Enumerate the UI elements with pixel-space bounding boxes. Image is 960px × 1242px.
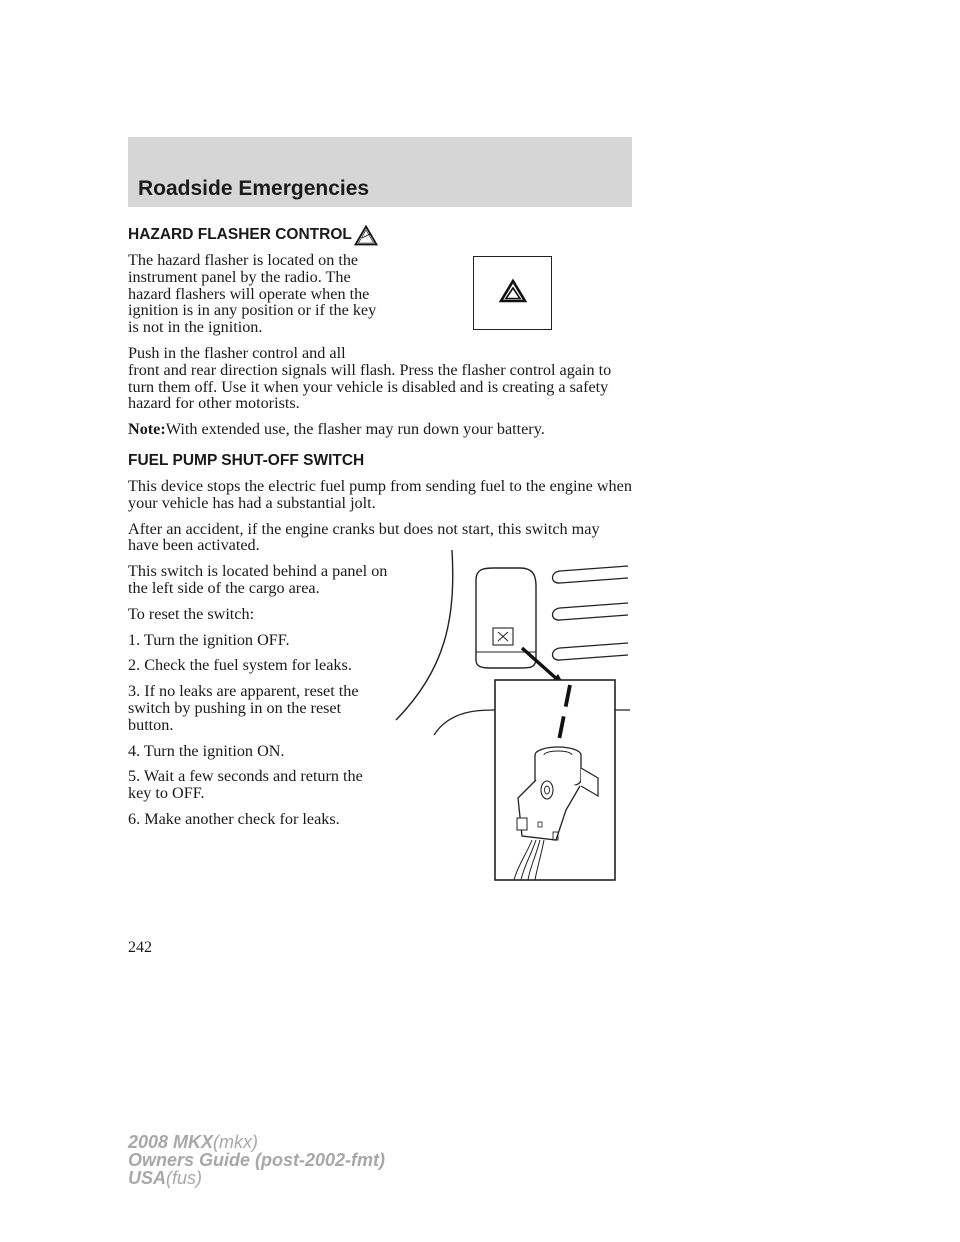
footer-model: 2008 MKX <box>128 1132 214 1152</box>
reset-step: 1. Turn the ignition OFF. <box>128 630 290 649</box>
hazard-paragraph-operation <box>128 345 633 412</box>
fuel-pump-switch-illustration <box>390 540 635 890</box>
hazard-note <box>128 421 633 438</box>
hazard-heading <box>128 223 633 244</box>
footer-guide: Owners Guide (post-2002-fmt) <box>128 1150 386 1170</box>
note-text: With extended use, the flasher may run down your battery. <box>165 420 545 439</box>
section-header-band <box>128 137 632 207</box>
reset-step: 2. Check the fuel system for leaks. <box>128 656 352 675</box>
hazard-heading-text: HAZARD FLASHER CONTROL <box>128 226 352 243</box>
reset-step: 5. Wait a few seconds and return the key to OFF. <box>128 767 363 803</box>
reset-step: 6. Make another check for leaks. <box>128 809 340 828</box>
warning-triangle-icon <box>354 225 378 246</box>
hazard-paragraph-operation-rest: front and rear direction signals will flash. Press the flasher control again to turn them off. Use it when your vehicle is disabled and is creating a safety hazard for other motorists. <box>128 360 612 413</box>
fuel-reset-intro: To reset the switch: <box>128 604 255 623</box>
section-title: Roadside Emergencies <box>138 177 370 200</box>
page-number: 242 <box>128 939 152 956</box>
reset-step: 4. Turn the ignition ON. <box>128 741 285 760</box>
footer-region-code: (fus) <box>166 1168 203 1188</box>
document-footer <box>128 1133 385 1187</box>
footer-region: USA <box>128 1168 167 1188</box>
fuel-pump-heading: FUEL PUMP SHUT-OFF SWITCH <box>128 451 365 469</box>
hazard-paragraph-location: The hazard flasher is located on the instrument panel by the radio. The hazard flashers will operate when the ignition is in any position or if the key is not in the ignition. <box>128 251 377 337</box>
fuel-paragraph-purpose: This device stops the electric fuel pump from sending fuel to the engine when your vehicle has had a substantial jolt. <box>128 476 632 512</box>
note-label: Note: <box>128 420 166 439</box>
footer-model-code: (mkx) <box>213 1132 259 1152</box>
fuel-paragraph-accident: After an accident, if the engine cranks but does not start, this switch may have been activated. <box>128 519 600 555</box>
reset-step: 3. If no leaks are apparent, reset the switch by pushing in on the reset button. <box>128 682 359 734</box>
fuel-paragraph-location: This switch is located behind a panel on the left side of the cargo area. <box>128 562 388 597</box>
hazard-paragraph-operation-start: Push in the flasher control and all <box>128 343 346 362</box>
